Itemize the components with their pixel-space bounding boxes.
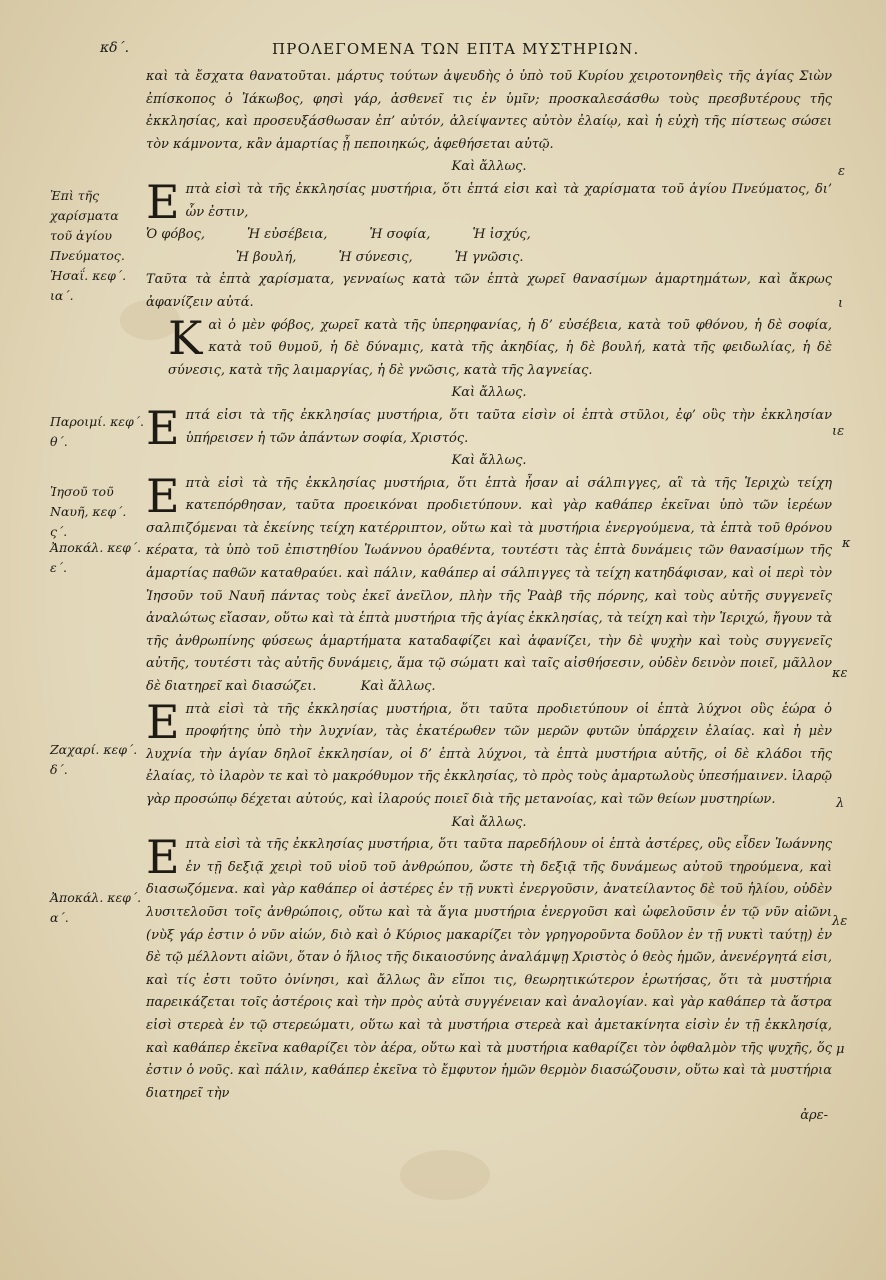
margin-note-zechariah: Ζαχαρί. κεφ΄. δ΄. [50, 742, 138, 777]
section-divider: Καὶ ἄλλως. [451, 453, 527, 469]
margin-note-apocalypse-2: Ἀποκάλ. κεφ΄. α΄. [50, 890, 142, 925]
line-mark-20: κ [842, 536, 851, 551]
line-mark-5: ε [838, 164, 845, 179]
paragraph-intro: καὶ τὰ ἔσχατα θανατοῦται. μάρτυς τούτων ἀψευδὴς ὁ ὑπὸ τοῦ Κυρίου χειροτονηθεὶς τῆς ἁγίας Σιὼν ἐπίσκοπος ὁ Ἰάκωβος, φησὶ γάρ, ἀσθενεῖ τις ἐν ὑμῖν; προσκαλεσάσθω τοὺς πρεσβυτέρους τῆς ἐκκλησίας, καὶ προσευξάσθωσαν ἐπ’ αὐτόν, ἀλείψαντες αὐτὸν ἐλαίῳ, καὶ ἡ εὐχὴ τῆς πίστεως σώσει τὸν κάμνοντα, κἂν ἁμαρτίας ᾖ πεποιηκώς, ἀφεθήσεται αὐτῷ. [146, 69, 832, 152]
main-text [146, 66, 832, 1128]
gifts-list-2: Ἡ βουλή, Ἡ σύνεσις, Ἡ γνῶσις. [236, 249, 524, 265]
line-mark-25: κε [832, 666, 848, 681]
margin-note-apocalypse-1: Ἀποκάλ. κεφ΄. ε΄. [50, 540, 142, 575]
drop-cap-initial: Ε [146, 174, 180, 229]
paragraph-seven-gifts: Ε πτὰ εἰσὶ τὰ τῆς ἐκκλησίας μυστήρια, ὅτι ἑπτά εἰσι καὶ τὰ χαρίσματα τοῦ ἁγίου Πνεύματος, δι’ ὧν ἐστιν, Ὁ φόβος, Ἡ εὐσέβεια, Ἡ σοφία, Ἡ ἰσχύς, Ἡ βουλή, Ἡ σύνεσις, Ἡ γνῶσις. [146, 179, 832, 269]
line-mark-30: λ [836, 796, 845, 811]
line-mark-10: ι [838, 296, 844, 311]
drop-cap-initial: Ε [146, 830, 180, 885]
line-mark-40: μ [836, 1042, 845, 1057]
line-mark-15: ιε [832, 424, 845, 439]
drop-cap-initial: Κ [168, 310, 203, 365]
catchword: ἀρε- [800, 1108, 828, 1124]
section-divider: Καὶ ἄλλως. [451, 814, 527, 830]
folio-number: κδ΄. [100, 40, 130, 56]
line-mark-35: λε [832, 914, 848, 929]
paragraph-seven-lamps: Ε πτὰ εἰσὶ τὰ τῆς ἐκκλησίας μυστήρια, ὅτι ταῦτα προδιετύπουν οἱ ἑπτὰ λύχνοι οὓς ἑώρα ὁ προφήτης ὑπὸ τὴν λυχνίαν, τὰς ἑκατέρωθεν τῶν μερῶν φυτῶν ὑπάρχειν ἐλαίας. καὶ ἡ μὲν λυχνία τὴν ἁγίαν δηλοῖ ἐκκλησίαν, οἱ δ’ ἑπτὰ λύχνοι, τὰ ἑπτὰ μυστήρια αὐτῆς, οἱ δὲ κλάδοι τῆς ἐλαίας, τὸ ἱλαρὸν τε καὶ τὸ μακρόθυμον τῆς ἐκκλησίας, τὸ πρὸς τοὺς ἁμαρτωλοὺς ὑπεσήμαινεν. ἱλαρῷ γὰρ προσώπῳ δέχεται αὐτούς, καὶ ἱλαρούς ποιεῖ διὰ τῆς μετανοίας, καὶ τῶν θείων μυστηρίων. [146, 694, 832, 807]
section-divider: Καὶ ἄλλως. [451, 385, 527, 401]
section-divider: Καὶ ἄλλως. [360, 679, 436, 695]
drop-cap-initial: Ε [146, 400, 180, 455]
drop-cap-initial: Ε [146, 468, 180, 523]
section-divider: Καὶ ἄλλως. [451, 159, 527, 175]
page-header [0, 40, 886, 64]
paragraph-seven-pillars: Ε πτά εἰσι τὰ τῆς ἐκκλησίας μυστήρια, ὅτι ταῦτα εἰσὶν οἱ ἑπτὰ στῦλοι, ἐφ’ οὓς τὴν ἐκκλησίαν ὑπήρεισεν ἡ τῶν ἁπάντων σοφία, Χριστός. [146, 400, 832, 455]
paragraph-gifts-conclusion: Ταῦτα τὰ ἑπτὰ χαρίσματα, γενναίως κατὰ τῶν ἑπτὰ χωρεῖ θανασίμων ἁμαρτημάτων, καὶ ἄκρως ἀφανίζειν αὐτά. [146, 272, 832, 310]
margin-note-proverbs: Παροιμί. κεφ΄. θ΄. [50, 414, 144, 449]
running-title: ΠΡΟΛΕΓΟΜΕΝΑ ΤΩΝ ΕΠΤΑ ΜΥΣΤΗΡΙΩΝ. [272, 40, 640, 58]
paragraph-virtues-vs-sins: Κ αὶ ὁ μὲν φόβος, χωρεῖ κατὰ τῆς ὑπερηφανίας, ἡ δ’ εὐσέβεια, κατὰ τοῦ φθόνου, ἡ δὲ σοφία, κατὰ τοῦ θυμοῦ, ἡ δὲ δύναμις, κατὰ τῆς ἀκηδίας, ἡ δὲ βουλή, κατὰ τῆς φειδωλίας, ἡ δὲ σύνεσις, κατὰ τῆς λαιμαργίας, ἡ δὲ γνῶσις, κατὰ τῆς λαγνείας. [168, 310, 832, 378]
paragraph-seven-trumpets: Ε πτὰ εἰσὶ τὰ τῆς ἐκκλησίας μυστήρια, ὅτι ἑπτὰ ἦσαν αἱ σάλπιγγες, αἳ τὰ τῆς Ἱεριχὼ τείχη κατεπόρθησαν, ταῦτα προεικόναι προδιετύπουν. καὶ γὰρ καθάπερ ἐκεῖναι ὑπὸ τῶν ἱερέων σαλπιζόμεναι τὰ ἐκείνης τείχη κατέρριπτον, οὕτω καὶ τὰ μυστήρια ἐνεργούμενα, τὰ ἑπτὰ τοῦ θρόνου κέρατα, τὰ ὑπὸ τοῦ ἐπιστηθίου Ἰωάννου ὁραθέντα, τουτέστι τὰς ἑπτὰ δυνάμεις τῶν θανασίμων τῆς ἁμαρτίας παθῶν καταθραύει. καὶ πάλιν, καθάπερ αἱ σάλπιγγες τὰ τείχη κατηδάφισαν, καὶ οἱ περὶ τὸν Ἰησοῦν τοῦ Ναυῆ πάντας τοὺς ἐκεῖ ἀνεῖλον, πλὴν τῆς Ῥαὰβ τῆς πόρνης, καὶ τοὺς αὐτῆς συγγενεῖς ἀναλώτως εἴασαν, οὕτω καὶ τὰ ἑπτὰ μυστήρια τῆς ἁγίας ἐκκλησίας, τὰ τείχη καὶ τὴν Ἱεριχώ, ἤγουν τὰ τῆς ἀνθρωπίνης φύσεως ἁμαρτήματα καταδαφίζει καὶ ἀφανίζει, τὴν δὲ ψυχὴν καὶ τοὺς συγγενεῖς αὐτῆς, τουτέστι τὰς αὐτῆς δυνάμεις, ἅμα τῷ σώματι καὶ ταῖς αἰσθήσεσιν, οὐδὲν δεινὸν ποιεῖ, μᾶλλον δὲ διατηρεῖ καὶ διασώζει. Καὶ ἄλλως. [146, 468, 832, 695]
margin-note-joshua: Ἰησοῦ τοῦ Ναυῆ, κεφ΄. ς΄. [50, 484, 127, 539]
drop-cap-initial: Ε [146, 694, 180, 749]
paragraph-seven-stars: Ε πτὰ εἰσὶ τὰ τῆς ἐκκλησίας μυστήρια, ὅτι ταῦτα παρεδήλουν οἱ ἑπτὰ ἀστέρες, οὓς εἶδεν Ἰωάννης ἐν τῇ δεξιᾷ χειρὶ τοῦ υἱοῦ τοῦ ἀνθρώπου, ὥστε τὴ δεξιᾷ τῆς δυνάμεως αὐτοῦ τηρούμενα, καὶ διασωζόμενα. καὶ γὰρ καθάπερ οἱ ἀστέρες ἐν τῇ νυκτὶ ἐνεργοῦσιν, ἀνατείλαντος δὲ τοῦ ἡλίου, οὐδὲν λυσιτελοῦσι τοῖς ἀνθρώποις, οὕτω καὶ τὰ ἅγια μυστήρια ἐνεργοῦσι καὶ ὠφελοῦσιν ἐν τῷ νῦν αἰῶνι (νὺξ γάρ ἐστιν ὁ νῦν αἰών, διὸ καὶ ὁ Κύριος μακαρίζει τὸν γρηγοροῦντα δοῦλον ἐν τῇ νυκτὶ ταύτῃ) ἐν δὲ τῷ μέλλοντι αἰῶνι, ὅταν ὁ ἥλιος τῆς δικαιοσύνης ἀναλάμψῃ Χριστὸς ὁ θεὸς ἡμῶν, ἀνενέργητά εἰσι, καὶ τίς ἐστι τοῦτο ὀνίνησι, καὶ ἄλλως ἂν εἴποι τις, θεωρητικώτερον ἐρωτήσας, ὅτι τὰ μυστήρια παρεικάζεται τοῖς ἀστέροις καὶ τὴν πρὸς αὐτὰ συγγένειαν καὶ ἀναλογίαν. καὶ γὰρ καθάπερ τὰ ἄστρα εἰσὶ στερεὰ ἐν τῷ στερεώματι, οὕτω καὶ τὰ μυστήρια στερεὰ καὶ ἀμετακίνητα εἰσὶν ἐν τῇ ἐκκλησίᾳ, καὶ καθάπερ ἐκεῖνα καθαρίζει τὸν ἀέρα, οὕτω καὶ τὰ μυστήρια καθαρίζει τὸν ὀφθαλμὸν τῆς ψυχῆς, ὅς ἐστιν ὁ νοῦς. καὶ πάλιν, καθάπερ ἐκεῖνα τὸ ἔμφυτον ἡμῶν θερμὸν διασώζουσιν, οὕτω καὶ τὰ μυστήρια διατηρεῖ τὴν [146, 830, 832, 1101]
margin-note-charismata: Ἐπὶ τῆς χαρίσματα τοῦ ἁγίου Πνεύματος. Ἡσαΐ. κεφ΄. ια΄. [50, 188, 127, 303]
gifts-list-1: Ὁ φόβος, Ἡ εὐσέβεια, Ἡ σοφία, Ἡ ἰσχύς, [146, 227, 531, 243]
